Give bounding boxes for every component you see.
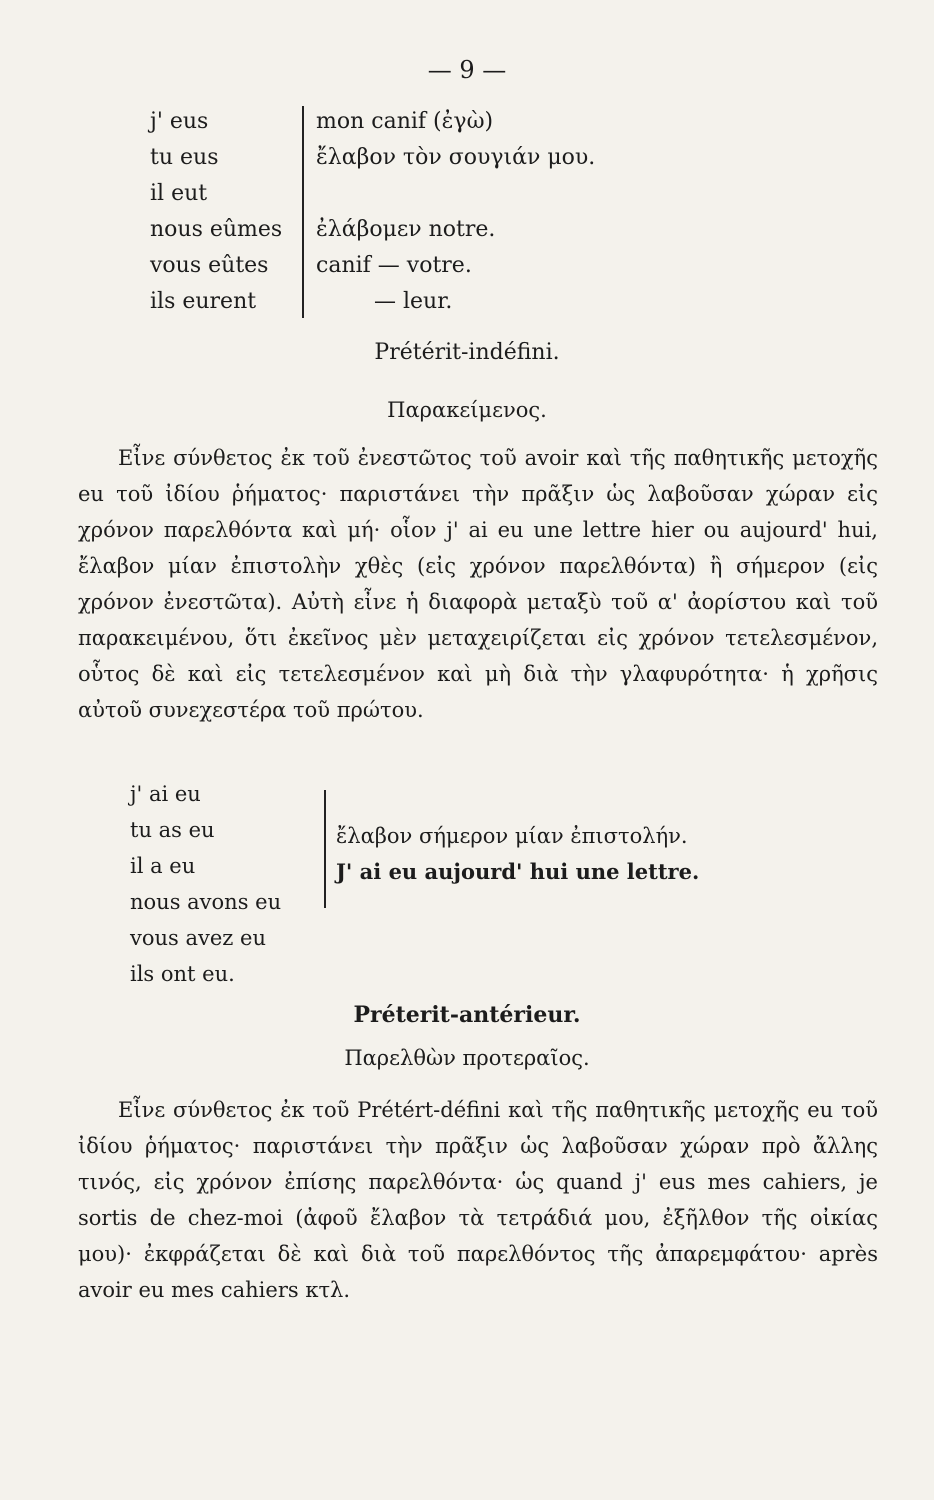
conjugation-table-1-left bbox=[150, 104, 282, 320]
translation-line: ἔλαβον σήμερον μίαν ἐπιστολήν. bbox=[336, 824, 688, 848]
conjugation-line: nous avons eu bbox=[130, 890, 282, 914]
section-subtitle: Παρελθὼν προτεραῖος. bbox=[344, 1046, 590, 1070]
conjugation-table-2-left bbox=[130, 776, 281, 992]
conjugation-line: tu as eu bbox=[130, 818, 215, 842]
translation-line bbox=[316, 176, 595, 212]
conjugation-table-2-right bbox=[336, 818, 699, 890]
page-number: — 9 — bbox=[427, 56, 507, 84]
conjugation-line: ils ont eu. bbox=[130, 962, 235, 986]
conjugation-line: j' eus bbox=[150, 109, 209, 134]
section-title: Préterit-antérieur. bbox=[353, 1002, 581, 1028]
conjugation-line: vous avez eu bbox=[130, 926, 266, 950]
conjugation-line: il eut bbox=[150, 181, 208, 206]
conjugation-line: ils eurent bbox=[150, 289, 257, 314]
translation-line: — leur. bbox=[374, 289, 453, 314]
paragraph-text: Εἶνε σύνθετος ἐκ τοῦ Prétért-défini καὶ τῆς παθητικῆς μετοχῆς eu τοῦ ἰδίου ῥήματος· παριστάνει τὴν πρᾶξιν ὡς λαβοῦσαν χώραν πρὸ ἄλλης τινός, εἰς χρόνον ἐπίσης παρελθόντα· ὡς quand j' eus mes cahiers, je sortis de chez-moi (ἀφοῦ ἔλαβον τὰ τετράδιά μου, ἐξῆλθον τῆς οἰκίας μου)· ἐκφράζεται δὲ καὶ διὰ τοῦ παρελθόντος τῆς ἀπαρεμφάτου· après avoir eu mes cahiers κτλ. bbox=[78, 1098, 878, 1302]
section-subtitle: Παρακείμενος. bbox=[387, 398, 547, 422]
conjugation-line: j' ai eu bbox=[130, 782, 201, 806]
conjugation-table-1-right bbox=[316, 104, 595, 320]
translation-line: ἔλαβον τὸν σουγιάν μου. bbox=[316, 145, 596, 170]
section-title: Prétérit-indéfini. bbox=[374, 340, 560, 365]
translation-line: canif — votre. bbox=[316, 253, 472, 278]
section-paragraph bbox=[78, 1092, 878, 1308]
translation-line: mon canif (ἐγὼ) bbox=[316, 109, 494, 134]
paragraph-text: Εἶνε σύνθετος ἐκ τοῦ ἐνεστῶτος τοῦ avoir καὶ τῆς παθητικῆς μετοχῆς eu τοῦ ἰδίου ῥήματος· παριστάνει τὴν πρᾶξιν ὡς λαβοῦσαν χώραν εἰς χρόνον παρελθόντα καὶ μή· οἷον j' ai eu une lettre hier ou aujourd' hui, ἔλαβον μίαν ἐπιστολὴν χθὲς (εἰς χρόνον παρελθόντα) ἢ σήμερον (εἰς χρόνον ἐνεστῶτα). Αὐτὴ εἶνε ἡ διαφορὰ μεταξὺ τοῦ α' ἀορίστου καὶ τοῦ παρακειμένου, ὅτι ἐκεῖνος μὲν μεταχειρίζεται εἰς χρόνον τετελεσμένον, οὗτος δὲ καὶ εἰς τετελεσμένον καὶ μὴ διὰ τὴν γλαφυρότητα· ἡ χρῆσις αὐτοῦ συνεχεστέρα τοῦ πρώτου. bbox=[78, 446, 878, 722]
section-paragraph bbox=[78, 440, 878, 728]
table-divider bbox=[324, 790, 326, 908]
conjugation-line: tu eus bbox=[150, 145, 219, 170]
translation-line: ἐλάβομεν notre. bbox=[316, 217, 496, 242]
table-divider bbox=[302, 106, 304, 318]
conjugation-line: il a eu bbox=[130, 854, 196, 878]
conjugation-line: vous eûtes bbox=[150, 253, 269, 278]
conjugation-line: nous eûmes bbox=[150, 217, 283, 242]
translation-line: J' ai eu aujourd' hui une lettre. bbox=[336, 859, 700, 884]
